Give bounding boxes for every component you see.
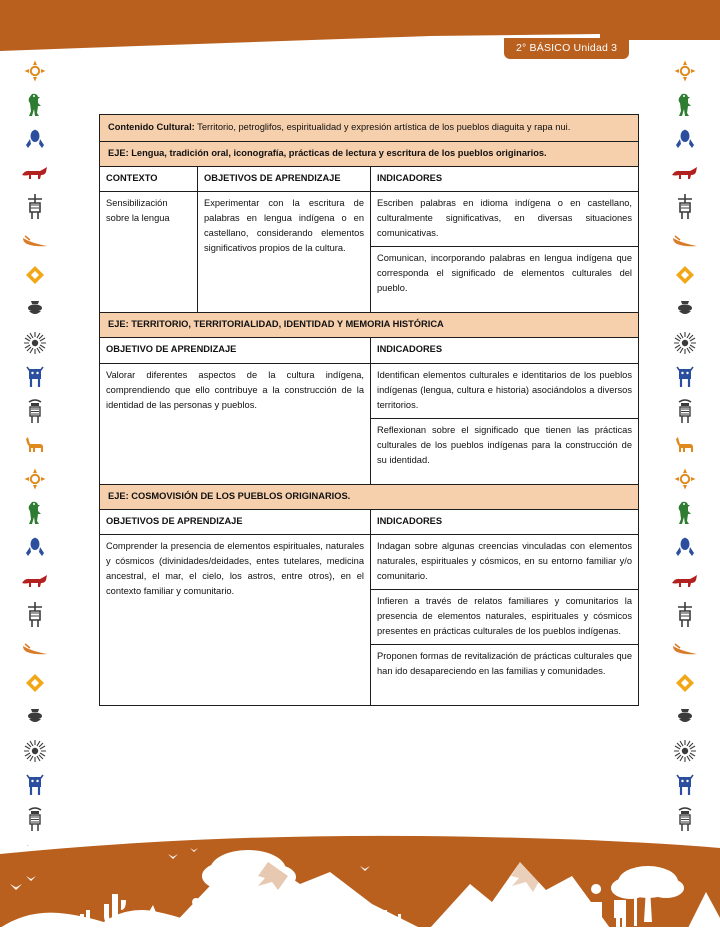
vessel-icon [20, 294, 50, 324]
diamond-icon [670, 260, 700, 290]
objetivo-cell-1: Experimentar con la escritura de palabras en lengua indígena o en castellano, considerando elementos significativos propios de la cultura. [198, 192, 371, 313]
indicador-cell-2-1: Identifican elementos culturales e identitarios de los pueblos indígenas (lengua, cultura e historia) asociándolos a diversos territorios. [371, 363, 639, 418]
col-header-contexto: CONTEXTO [100, 167, 198, 192]
section-1-body-row-a [100, 192, 639, 247]
eje-label-2: EJE: TERRITORIO, TERRITORIALIDAD, IDENTIDAD Y MEMORIA HISTÓRICA [100, 313, 639, 338]
col-header-indicadores-2: INDICADORES [371, 338, 639, 363]
starburst-icon [670, 736, 700, 766]
human-figure-icon [20, 192, 50, 222]
indicador-cell-1-2: Comunican, incorporando palabras en lengua indígena que corresponda el significado de elementos culturales del pueblo. [371, 247, 639, 313]
fox-figure-icon [670, 158, 700, 188]
curriculum-table [99, 114, 639, 706]
human-figure-icon [670, 600, 700, 630]
col-header-objetivos-3: OBJETIVOS DE APRENDIZAJE [100, 509, 371, 534]
shaman-figure-icon [20, 396, 50, 426]
eje-row-2 [100, 313, 639, 338]
objetivo-cell-2: Valorar diferentes aspectos de la cultura indígena, comprendiendo que ello contribuye a la construcción de la identidad de las personas y pueblos. [100, 363, 371, 484]
col-header-indicadores-3: INDICADORES [371, 509, 639, 534]
indicador-cell-2-2: Reflexionan sobre el significado que tienen las prácticas culturales de los pueblos indígenas para la construcción de su identidad. [371, 418, 639, 484]
human-figure-icon [670, 192, 700, 222]
frog-figure-icon [20, 532, 50, 562]
right-decoration-strip [662, 56, 708, 846]
col-header-objetivos-1: OBJETIVOS DE APRENDIZAJE [198, 167, 371, 192]
bird-figure-icon [20, 498, 50, 528]
indicador-cell-3-3: Proponen formas de revitalización de prácticas culturales que han ido desapareciendo en las familias y comunidades. [371, 645, 639, 706]
sun-medallion-icon [20, 56, 50, 86]
canoe-icon [20, 226, 50, 256]
contenido-cultural-row [100, 115, 639, 142]
eje-row-1 [100, 142, 639, 167]
fox-figure-icon [670, 566, 700, 596]
sun-medallion-icon [670, 464, 700, 494]
canoe-icon [670, 634, 700, 664]
diamond-icon [20, 260, 50, 290]
shaman-figure-icon [670, 804, 700, 834]
diamond-icon [670, 668, 700, 698]
contenido-cultural-text: Territorio, petroglifos, espiritualidad y expresión artística de los pueblos diaguita y rapa nui. [194, 122, 571, 132]
section-2-body-row-a [100, 363, 639, 418]
frog-figure-icon [20, 124, 50, 154]
column-header-row-1 [100, 167, 639, 192]
diamond-icon [20, 668, 50, 698]
vessel-icon [670, 702, 700, 732]
eje-label-3: EJE: COSMOVISIÓN DE LOS PUEBLOS ORIGINARIOS. [100, 484, 639, 509]
eje-row-3 [100, 484, 639, 509]
column-header-row-3 [100, 509, 639, 534]
human-figure-icon [20, 600, 50, 630]
footer-landscape-band [0, 832, 720, 932]
llama-icon [20, 430, 50, 460]
canoe-icon [20, 634, 50, 664]
contenido-cultural-cell [100, 115, 639, 142]
bird-figure-icon [670, 498, 700, 528]
starburst-icon [670, 328, 700, 358]
mask-figure-icon [670, 770, 700, 800]
left-decoration-strip [12, 56, 58, 846]
starburst-icon [20, 328, 50, 358]
col-header-objetivo-2: OBJETIVO DE APRENDIZAJE [100, 338, 371, 363]
col-header-indicadores-1: INDICADORES [371, 167, 639, 192]
shaman-figure-icon [670, 396, 700, 426]
sun-medallion-icon [20, 464, 50, 494]
bird-figure-icon [20, 90, 50, 120]
mask-figure-icon [670, 362, 700, 392]
frog-figure-icon [670, 532, 700, 562]
vessel-icon [670, 294, 700, 324]
frog-figure-icon [670, 124, 700, 154]
bird-figure-icon [670, 90, 700, 120]
indicador-cell-1-1: Escriben palabras en idioma indígena o en castellano, culturalmente significativas, en diversas situaciones comunicativas. [371, 192, 639, 247]
shaman-figure-icon [20, 804, 50, 834]
sun-medallion-icon [670, 56, 700, 86]
starburst-icon [20, 736, 50, 766]
eje-label-1: EJE: Lengua, tradición oral, iconografía, prácticas de lectura y escritura de los pueblos originarios. [100, 142, 639, 167]
indicador-cell-3-1: Indagan sobre algunas creencias vinculadas con elementos naturales, espirituales y cósmicos, en su entorno familiar y/o comunitario. [371, 534, 639, 589]
canoe-icon [670, 226, 700, 256]
indicador-cell-3-2: Infieren a través de relatos familiares y comunitarios la presencia de elementos naturales, espirituales y cósmicos presentes en prácticas culturales de los pueblos indígenas. [371, 590, 639, 645]
mask-figure-icon [20, 770, 50, 800]
vessel-icon [20, 702, 50, 732]
contenido-cultural-label: Contenido Cultural: [108, 122, 195, 132]
contexto-cell-1: Sensibilización sobre la lengua [100, 192, 198, 313]
llama-icon [670, 430, 700, 460]
mask-figure-icon [20, 362, 50, 392]
section-3-body-row-a [100, 534, 639, 589]
column-header-row-2 [100, 338, 639, 363]
objetivo-cell-3: Comprender la presencia de elementos espirituales, naturales y cósmicos (divinidades/deidades, entes tutelares, medicina ancestral, el mar, el cielo, los astros, entre otros), en el contexto familiar y comunitario. [100, 534, 371, 705]
unit-badge: 2° BÁSICO Unidad 3 [504, 38, 629, 59]
fox-figure-icon [20, 158, 50, 188]
fox-figure-icon [20, 566, 50, 596]
